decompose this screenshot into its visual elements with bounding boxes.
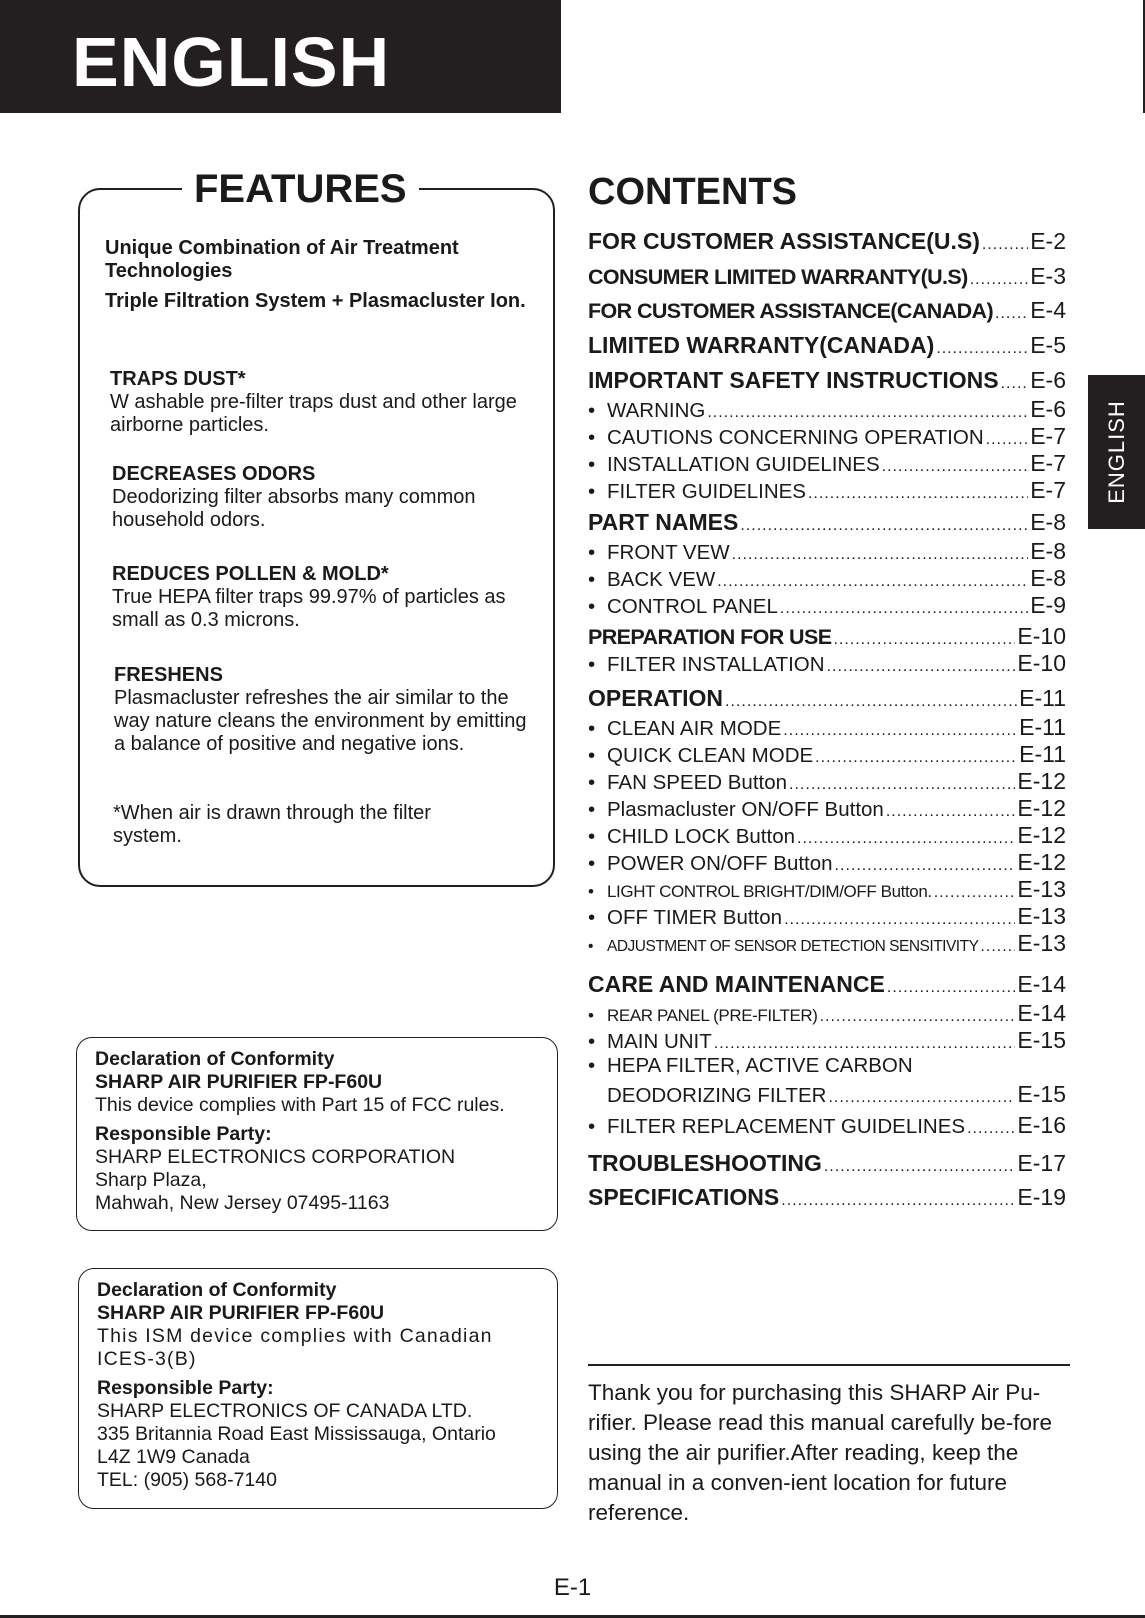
toc-entry[interactable]: • QUICK CLEAN MODE ..... E-11: [588, 741, 1066, 768]
features-footnote: *When air is drawn through the filter system.: [113, 802, 431, 847]
toc-entry[interactable]: • ADJUSTMENT OF SENSOR DETECTION SENSITIVITY ..... E-13: [588, 930, 1066, 957]
toc-entry[interactable]: • Plasmacluster ON/OFF Button ..... E-12: [588, 795, 1066, 822]
toc-entry[interactable]: • LIGHT CONTROL BRIGHT/DIM/OFF Button. ..... E-13: [588, 876, 1066, 903]
declaration-title: Declaration of Conformity: [95, 1048, 335, 1070]
toc-entry[interactable]: • REAR PANEL (PRE-FILTER) ..... E-14: [588, 1000, 1066, 1027]
declaration-model: SHARP AIR PURIFIER FP-F60U: [97, 1302, 385, 1324]
toc-entry[interactable]: • FILTER REPLACEMENT GUIDELINES ..... E-16: [588, 1112, 1066, 1139]
toc-entry[interactable]: PREPARATION FOR USE ..... E-10: [588, 623, 1066, 650]
declaration-statement: This ISM device complies with Canadian ICES-3(B): [97, 1325, 493, 1370]
responsible-party-line: Sharp Plaza,: [95, 1169, 207, 1191]
toc-entry[interactable]: • OFF TIMER Button ..... E-13: [588, 903, 1066, 930]
declaration-title: Declaration of Conformity: [97, 1279, 337, 1301]
responsible-party-label: Responsible Party:: [95, 1123, 272, 1145]
responsible-party-line: TEL: (905) 568-7140: [97, 1469, 277, 1491]
feature-text: Plasmacluster refreshes the air similar to the way nature cleans the environment by emitting a balance of positive and negative ions.: [114, 687, 527, 755]
toc-entry[interactable]: OPERATION ..... E-11: [588, 685, 1066, 712]
feature-heading: FRESHENS: [114, 664, 223, 686]
responsible-party-label: Responsible Party:: [97, 1377, 274, 1399]
responsible-party-line: SHARP ELECTRONICS CORPORATION: [95, 1146, 456, 1168]
features-intro-2: Triple Filtration System + Plasmacluster Ion.: [105, 290, 526, 312]
toc-entry[interactable]: DEODORIZING FILTER ..... E-15: [588, 1081, 1066, 1108]
toc-entry[interactable]: • FRONT VEW ..... E-8: [588, 538, 1066, 565]
divider-rule: [588, 1364, 1070, 1366]
responsible-party-line: 335 Britannia Road East Mississauga, Ontario: [97, 1423, 496, 1445]
declaration-canada-box: [78, 1268, 558, 1509]
toc-entry[interactable]: • FILTER INSTALLATION ..... E-10: [588, 650, 1066, 677]
side-tab-label: ENGLISH: [1103, 400, 1129, 504]
toc-entry[interactable]: • INSTALLATION GUIDELINES ..... E-7: [588, 450, 1066, 477]
toc-entry[interactable]: • CHILD LOCK Button ..... E-12: [588, 822, 1066, 849]
toc-entry[interactable]: FOR CUSTOMER ASSISTANCE(U.S) ..... E-2: [588, 228, 1066, 255]
feature-heading: REDUCES POLLEN & MOLD*: [112, 563, 389, 585]
toc-entry[interactable]: • FILTER GUIDELINES ..... E-7: [588, 477, 1066, 504]
feature-item: [114, 664, 539, 756]
toc-entry[interactable]: • CONTROL PANEL ..... E-9: [588, 592, 1066, 619]
features-intro-1: Unique Combination of Air Treatment Technologies: [105, 237, 459, 282]
feature-item: [112, 463, 530, 532]
responsible-party-line: Mahwah, New Jersey 07495-1163: [95, 1192, 390, 1214]
responsible-party-line: L4Z 1W9 Canada: [97, 1446, 250, 1468]
declaration-model: SHARP AIR PURIFIER FP-F60U: [95, 1071, 383, 1093]
features-intro: [105, 237, 530, 313]
toc-entry[interactable]: FOR CUSTOMER ASSISTANCE(CANADA) ..... E-4: [588, 297, 1066, 324]
toc-entry[interactable]: TROUBLESHOOTING ..... E-17: [588, 1150, 1066, 1177]
toc-entry[interactable]: CARE AND MAINTENANCE ..... E-14: [588, 971, 1066, 998]
declaration-statement: This device complies with Part 15 of FCC rules.: [95, 1094, 505, 1116]
toc-entry[interactable]: • POWER ON/OFF Button ..... E-12: [588, 849, 1066, 876]
toc-entry[interactable]: LIMITED WARRANTY(CANADA) ..... E-5: [588, 332, 1066, 359]
toc-entry[interactable]: • FAN SPEED Button ..... E-12: [588, 768, 1066, 795]
declaration-us-box: [76, 1037, 558, 1231]
contents-title: CONTENTS: [588, 171, 797, 213]
toc-entry[interactable]: SPECIFICATIONS ..... E-19: [588, 1184, 1066, 1211]
responsible-party-line: SHARP ELECTRONICS OF CANADA LTD.: [97, 1400, 473, 1422]
toc-entry[interactable]: IMPORTANT SAFETY INSTRUCTIONS ..... E-6: [588, 367, 1066, 394]
language-side-tab: [1088, 375, 1145, 529]
feature-heading: DECREASES ODORS: [112, 463, 316, 485]
thank-you-note: Thank you for purchasing this SHARP Air Pu-rifier. Please read this manual carefully be-fore using the air purifier.After reading, keep the manual in a conven-ient location for future reference.: [588, 1380, 1052, 1525]
toc-entry[interactable]: • BACK VEW ..... E-8: [588, 565, 1066, 592]
feature-heading: TRAPS DUST*: [110, 368, 246, 390]
toc-entry[interactable]: • MAIN UNIT ..... E-15: [588, 1027, 1066, 1054]
toc-entry[interactable]: • CAUTIONS CONCERNING OPERATION ..... E-7: [588, 423, 1066, 450]
feature-text: True HEPA filter traps 99.97% of particles as small as 0.3 microns.: [112, 586, 506, 631]
feature-item: [110, 368, 530, 437]
page-number: E-1: [553, 1574, 592, 1601]
toc-entry[interactable]: CONSUMER LIMITED WARRANTY(U.S) ..... E-3: [588, 263, 1066, 290]
toc-entry[interactable]: • HEPA FILTER, ACTIVE CARBON: [588, 1054, 1066, 1078]
toc-entry[interactable]: PART NAMES ..... E-8: [588, 509, 1066, 536]
toc-entry[interactable]: • WARNING ..... E-6: [588, 396, 1066, 423]
toc-entry[interactable]: • CLEAN AIR MODE ..... E-11: [588, 714, 1066, 741]
features-title: FEATURES: [182, 165, 419, 213]
feature-item: [112, 563, 530, 632]
language-banner: [0, 0, 561, 113]
feature-text: W ashable pre-filter traps dust and other large airborne particles.: [110, 391, 517, 436]
feature-text: Deodorizing filter absorbs many common household odors.: [112, 486, 476, 531]
banner-title: ENGLISH: [72, 23, 391, 101]
